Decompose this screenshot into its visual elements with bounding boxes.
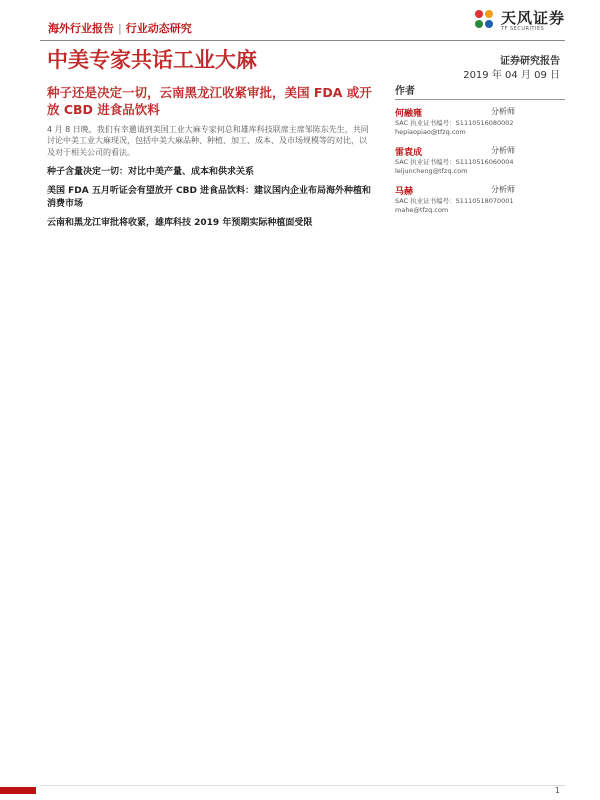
- report-title: 中美专家共话工业大麻: [47, 48, 257, 72]
- report-category: [48, 20, 192, 36]
- author-card: [395, 184, 565, 215]
- author-name: 马赫: [395, 187, 414, 197]
- authors-label: 作者: [395, 82, 565, 100]
- section-heading: 美国 FDA 五月听证会有望放开 CBD 进食品饮料：建议国内企业布局海外种植和消费市场: [47, 186, 372, 210]
- author-email[interactable]: mahe@tfzq.com: [395, 206, 449, 214]
- report-type: 证券研究报告: [500, 56, 560, 67]
- author-role: 分析师: [491, 146, 515, 155]
- author-role: 分析师: [491, 185, 515, 194]
- page-number: 1: [554, 786, 560, 795]
- report-body: [47, 124, 372, 232]
- author-cert: SAC 执业证书编号：S1110518070001: [395, 197, 514, 205]
- footer-accent-bar: [0, 787, 36, 794]
- brand-name-en: TF SECURITIES: [500, 26, 545, 32]
- category-separator: |: [118, 22, 122, 35]
- report-subtitle: 种子还是决定一切，云南黑龙江收紧审批，美国 FDA 或开放 CBD 进食品饮料: [47, 85, 372, 117]
- tf-securities-logo: [475, 10, 565, 32]
- author-name: 何融雍: [395, 109, 423, 119]
- report-date: 2019 年 04 月 09 日: [463, 70, 560, 81]
- author-email[interactable]: hepiaopiao@tfzq.com: [395, 128, 466, 136]
- intro-paragraph: 4 月 8 日晚，我们有幸邀请到美国工业大麻专家何总和雄库科技联席主席邹陈东先生，共同讨论中美工业大麻现况，包括中美大麻品种、种植、加工、成本、及市场规模等的对比，以及对于相关公司的看法。: [47, 125, 369, 157]
- brand-name-cn: 天风证券: [500, 9, 565, 27]
- footer-divider: [40, 785, 565, 786]
- author-name: 雷袁成: [395, 148, 423, 158]
- author-cert: SAC 执业证书编号：S1110516080002: [395, 119, 514, 127]
- author-role: 分析师: [491, 107, 515, 116]
- section-heading: 种子含量决定一切：对比中美产量、成本和供求关系: [47, 167, 255, 178]
- author-card: [395, 145, 565, 176]
- subcategory-label: 行业动态研究: [125, 22, 192, 35]
- page-header: [40, 10, 565, 41]
- section-heading: 云南和黑龙江审批将收紧，雄库科技 2019 年预期实际种植面受限: [47, 218, 313, 229]
- author-sidebar: [395, 82, 565, 223]
- author-email[interactable]: leijuncheng@tfzq.com: [395, 167, 468, 175]
- logo-dots-icon: [475, 10, 497, 32]
- category-label: 海外行业报告: [48, 22, 114, 35]
- author-card: [395, 106, 565, 137]
- author-cert: SAC 执业证书编号：S1110516060004: [395, 158, 514, 166]
